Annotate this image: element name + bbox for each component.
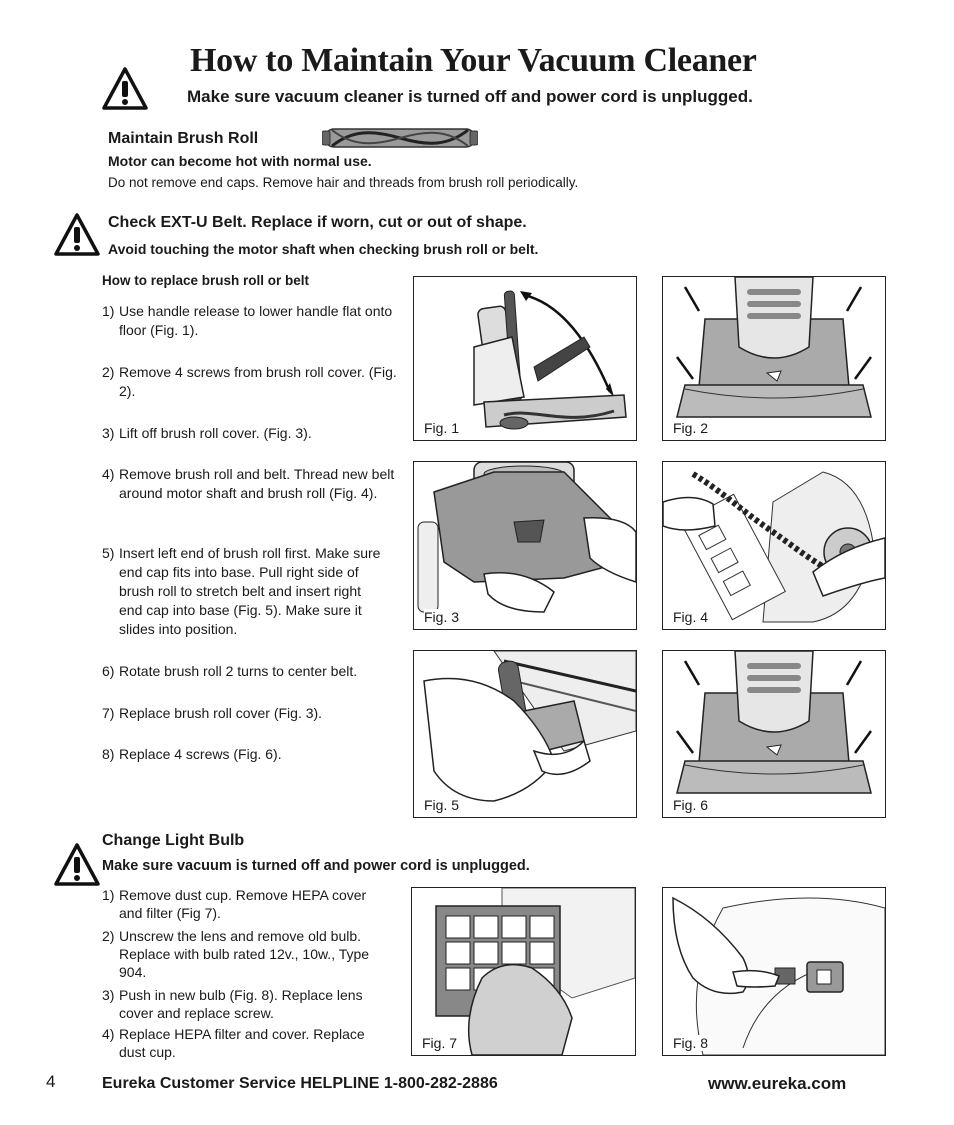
list-item: 1) Remove dust cup. Remove HEPA cover and filter (Fig 7). — [102, 887, 367, 921]
brush-roll-note: Do not remove end caps. Remove hair and threads from brush roll periodically. — [108, 175, 579, 190]
figure-8 — [662, 887, 886, 1056]
figure-label: Fig. 4 — [673, 609, 711, 625]
warning-icon — [102, 66, 148, 112]
figure-label: Fig. 3 — [424, 609, 462, 625]
figure-2 — [662, 276, 886, 441]
figure-label: Fig. 7 — [422, 1035, 460, 1051]
page-title: How to Maintain Your Vacuum Cleaner — [190, 42, 757, 79]
list-item: 3) Lift off brush roll cover. (Fig. 3). — [102, 425, 312, 441]
figure-7 — [411, 887, 636, 1056]
figure-label: Fig. 2 — [673, 420, 711, 436]
brush-roll-warning: Motor can become hot with normal use. — [108, 153, 372, 169]
figure-3 — [413, 461, 637, 630]
replace-heading: How to replace brush roll or belt — [102, 273, 310, 288]
list-item: 5) Insert left end of brush roll first. Make sure end cap fits into base. Pull right side of brush roll to stretch belt and insert right end cap into base (Fig. 5). Make sure it slides into position. — [102, 545, 381, 637]
figure-label: Fig. 1 — [424, 420, 462, 436]
light-bulb-warning: Make sure vacuum is turned off and power cord is unplugged. — [102, 858, 530, 874]
list-item: 2) Unscrew the lens and remove old bulb. Replace with bulb rated 12v., 10w., Type 904. — [102, 928, 370, 980]
list-item: 4) Remove brush roll and belt. Thread new belt around motor shaft and brush roll (Fig. 4). — [102, 466, 395, 501]
brush-roll-heading: Maintain Brush Roll — [108, 130, 259, 147]
helpline-text: Eureka Customer Service HELPLINE 1-800-282-2886 — [102, 1075, 498, 1092]
figure-label: Fig. 6 — [673, 797, 711, 813]
page-number: 4 — [46, 1072, 56, 1091]
warning-icon — [54, 842, 100, 888]
list-item: 8) Replace 4 screws (Fig. 6). — [102, 746, 282, 762]
light-bulb-heading: Change Light Bulb — [102, 832, 245, 849]
list-item: 6) Rotate brush roll 2 turns to center belt. — [102, 663, 358, 679]
website-link[interactable]: www.eureka.com — [708, 1074, 847, 1093]
list-item: 7) Replace brush roll cover (Fig. 3). — [102, 705, 323, 721]
warning-icon — [54, 212, 100, 258]
belt-warning: Avoid touching the motor shaft when checking brush roll or belt. — [108, 241, 539, 257]
figure-label: Fig. 5 — [424, 797, 462, 813]
figure-4 — [662, 461, 886, 630]
list-item: 4) Replace HEPA filter and cover. Replace dust cup. — [102, 1026, 365, 1060]
belt-heading: Check EXT-U Belt. Replace if worn, cut or out of shape. — [108, 214, 527, 231]
page-subtitle: Make sure vacuum cleaner is turned off and power cord is unplugged. — [187, 87, 753, 106]
figure-5 — [413, 650, 637, 818]
list-item: 1) Use handle release to lower handle flat onto floor (Fig. 1). — [102, 303, 393, 338]
figure-6 — [662, 650, 886, 818]
figure-1 — [413, 276, 637, 441]
list-item: 2) Remove 4 screws from brush roll cover. (Fig. 2). — [102, 364, 397, 399]
list-item: 3) Push in new bulb (Fig. 8). Replace lens cover and replace screw. — [102, 987, 363, 1021]
brush-roll-icon — [322, 126, 478, 150]
figure-label: Fig. 8 — [673, 1035, 711, 1051]
